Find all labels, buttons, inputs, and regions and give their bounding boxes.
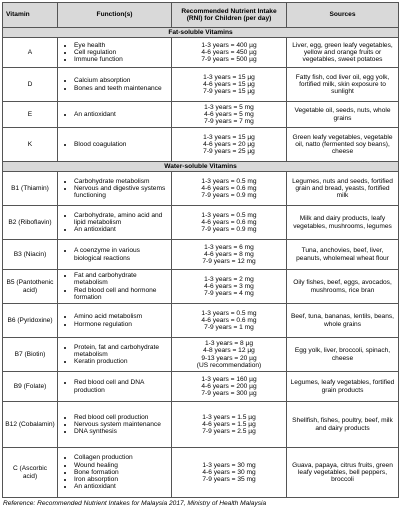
rni-cell xyxy=(172,206,287,240)
function-item: • Carbohydrate, amino acid and lipid metabolism xyxy=(74,212,169,227)
table-row xyxy=(3,338,399,372)
vitamin-name: D xyxy=(3,68,58,102)
function-item: • An antioxidant xyxy=(74,111,169,118)
vitamin-table xyxy=(2,2,399,498)
function-item: • Fat and carbohydrate metabolism xyxy=(74,272,169,287)
rni-line: 1-3 years = 400 µg xyxy=(201,41,257,49)
rni-line: 1-3 years = 1.5 µg xyxy=(202,413,256,421)
rni-line: 1-3 years = 15 µg xyxy=(203,133,255,141)
functions-list xyxy=(60,141,169,148)
vitamin-name: B3 (Niacin) xyxy=(3,240,58,270)
table-row xyxy=(3,128,399,162)
functions-list xyxy=(60,414,169,436)
functions-cell xyxy=(58,172,172,206)
functions-list xyxy=(60,111,169,118)
rni-line: 4-6 years = 20 µg xyxy=(203,140,255,148)
vitamin-name: C (Ascorbic acid) xyxy=(3,448,58,498)
sources-cell: Liver, egg, green leafy vegetables, yellow and orange fruits or vegetables, sweet potatoes xyxy=(287,38,399,68)
rni-line: 1-3 years = 0.5 mg xyxy=(201,177,257,185)
rni-line: 4-6 years = 3 mg xyxy=(204,282,254,290)
vitamin-name: B5 (Pantothenic acid) xyxy=(3,270,58,304)
functions-list xyxy=(60,454,169,490)
functions-list xyxy=(60,272,169,301)
section-title: Water-soluble Vitamins xyxy=(3,162,399,172)
function-item: • A coenzyme in various biological reactions xyxy=(74,247,169,262)
vitamin-name: B12 (Cobalamin) xyxy=(3,402,58,448)
rni-line: 7-9 years = 1 mg xyxy=(204,324,254,332)
rni-line: 4-6 years = 1.5 µg xyxy=(202,420,256,428)
functions-cell xyxy=(58,38,172,68)
rni-line: 7-9 years = 7 mg xyxy=(204,118,254,126)
vitamin-name: K xyxy=(3,128,58,162)
functions-list xyxy=(60,344,169,366)
sources-cell: Vegetable oil, seeds, nuts, whole grains xyxy=(287,102,399,128)
functions-cell xyxy=(58,240,172,270)
functions-cell xyxy=(58,102,172,128)
rni-line: 7-9 years = 2.5 µg xyxy=(202,428,256,436)
function-item: • Cell regulation xyxy=(74,49,169,56)
function-item: • Immune function xyxy=(74,56,169,63)
rni-line: 4-6 years = 15 µg xyxy=(203,80,255,88)
rni-line: 7-9 years = 15 µg xyxy=(203,88,255,96)
rni-cell xyxy=(172,128,287,162)
rni-line: 4-6 years = 0.6 mg xyxy=(201,184,257,192)
functions-cell xyxy=(58,338,172,372)
sources-cell: Legumes, nuts and seeds, fortified grain and bread, yeasts, fortified milk xyxy=(287,172,399,206)
rni-line: 7-9 years = 0.9 mg xyxy=(201,192,257,200)
function-item: • DNA synthesis xyxy=(74,428,169,435)
rni-cell xyxy=(172,172,287,206)
function-item: • Red blood cell production xyxy=(74,414,169,421)
rni-cell xyxy=(172,102,287,128)
table-body xyxy=(3,28,399,498)
header-rni: Recommended Nutrient Intake (RNI) for Children (per day) xyxy=(172,3,287,28)
table-row xyxy=(3,304,399,338)
function-item: • Red blood cell and hormone formation xyxy=(74,287,169,302)
function-item: • Blood coagulation xyxy=(74,141,169,148)
rni-cell xyxy=(172,448,287,498)
rni-line: 1-3 years = 0.5 mg xyxy=(201,211,257,219)
table-row xyxy=(3,240,399,270)
rni-line: 7-9 years = 300 µg xyxy=(201,390,257,398)
functions-cell xyxy=(58,372,172,402)
rni-line: 7-9 years = 12 mg xyxy=(202,258,256,266)
function-item: • Iron absorption xyxy=(74,476,169,483)
table-row xyxy=(3,206,399,240)
rni-line: 7-9 years = 35 mg xyxy=(202,476,256,484)
function-item: • Collagen production xyxy=(74,454,169,461)
functions-list xyxy=(60,77,169,92)
functions-cell xyxy=(58,270,172,304)
rni-cell xyxy=(172,402,287,448)
rni-line: 7-9 years = 4 mg xyxy=(204,290,254,298)
table-row xyxy=(3,68,399,102)
function-item: • An antioxidant xyxy=(74,483,169,490)
rni-line: 1-3 years = 160 µg xyxy=(201,375,257,383)
table-row xyxy=(3,102,399,128)
rni-line: 9-13 years = 20 µg xyxy=(201,354,257,362)
sources-cell: Fatty fish, cod liver oil, egg yolk, fortified milk, skin exposure to sunlight xyxy=(287,68,399,102)
rni-cell xyxy=(172,38,287,68)
rni-cell xyxy=(172,372,287,402)
vitamin-name: B9 (Folate) xyxy=(3,372,58,402)
rni-line: 7-9 years = 0.9 mg xyxy=(201,226,257,234)
rni-line: 4-6 years = 0.6 mg xyxy=(201,316,257,324)
rni-line: 4-8 years = 12 µg xyxy=(203,347,255,355)
function-item: • Red blood cell and DNA production xyxy=(74,379,169,394)
table-row xyxy=(3,172,399,206)
functions-list xyxy=(60,379,169,394)
function-item: • Bone formation xyxy=(74,469,169,476)
vitamin-name: B1 (Thiamin) xyxy=(3,172,58,206)
function-item: • Nervous and digestive systems functioning xyxy=(74,185,169,200)
sources-cell: Oily fishes, beef, eggs, avocados, mushrooms, rice bran xyxy=(287,270,399,304)
table-row xyxy=(3,270,399,304)
table-row xyxy=(3,402,399,448)
sources-cell: Guava, papaya, citrus fruits, green leafy vegetables, bell peppers, broccoli xyxy=(287,448,399,498)
rni-line: 4-6 years = 8 mg xyxy=(204,250,254,258)
function-item: • Calcium absorption xyxy=(74,77,169,84)
function-item: • An antioxidant xyxy=(74,226,169,233)
rni-line: 1-3 years = 0.5 mg xyxy=(201,309,257,317)
table-header-row xyxy=(3,3,399,28)
rni-line: 1-3 years = 15 µg xyxy=(203,73,255,81)
function-item: • Wound healing xyxy=(74,462,169,469)
rni-line: 1-3 years = 6 mg xyxy=(204,243,254,251)
functions-cell xyxy=(58,448,172,498)
rni-line: (US recommendation) xyxy=(196,361,262,369)
section-title: Fat-soluble Vitamins xyxy=(3,28,399,38)
function-item: • Amino acid metabolism xyxy=(74,313,169,320)
sources-cell: Tuna, anchovies, beef, liver, peanuts, wholemeal wheat flour xyxy=(287,240,399,270)
functions-cell xyxy=(58,304,172,338)
rni-cell xyxy=(172,240,287,270)
function-item: • Protein, fat and carbohydrate metabolism xyxy=(74,344,169,359)
functions-list xyxy=(60,313,169,328)
rni-line: 4-6 years = 30 mg xyxy=(202,468,256,476)
functions-cell xyxy=(58,68,172,102)
header-vitamin: Vitamin xyxy=(3,3,58,28)
rni-line: 4-6 years = 5 mg xyxy=(204,110,254,118)
sources-cell: Green leafy vegetables, vegetable oil, natto (fermented soy beans), cheese xyxy=(287,128,399,162)
function-item: • Keratin production xyxy=(74,358,169,365)
table-row xyxy=(3,372,399,402)
function-item: • Nervous system maintenance xyxy=(74,421,169,428)
vitamin-name: B2 (Riboflavin) xyxy=(3,206,58,240)
sources-cell: Legumes, leafy vegetables, fortified grain products xyxy=(287,372,399,402)
functions-list xyxy=(60,212,169,234)
rni-cell xyxy=(172,304,287,338)
rni-line: 4-6 years = 450 µg xyxy=(201,48,257,56)
functions-list xyxy=(60,247,169,262)
vitamin-name: B6 (Pyridoxine) xyxy=(3,304,58,338)
rni-cell xyxy=(172,338,287,372)
header-functions: Function(s) xyxy=(58,3,172,28)
function-item: • Eye health xyxy=(74,42,169,49)
functions-cell xyxy=(58,206,172,240)
function-item: • Carbohydrate metabolism xyxy=(74,178,169,185)
rni-line: 1-3 years = 30 mg xyxy=(202,461,256,469)
sources-cell: Shellfish, fishes, poultry, beef, milk and dairy products xyxy=(287,402,399,448)
functions-list xyxy=(60,42,169,64)
vitamin-name: A xyxy=(3,38,58,68)
sources-cell: Milk and dairy products, leafy vegetables, mushrooms, legumes xyxy=(287,206,399,240)
rni-cell xyxy=(172,68,287,102)
rni-line: 4-6 years = 200 µg xyxy=(201,382,257,390)
functions-cell xyxy=(58,402,172,448)
header-sources: Sources xyxy=(287,3,399,28)
table-row xyxy=(3,448,399,498)
vitamin-name: E xyxy=(3,102,58,128)
functions-cell xyxy=(58,128,172,162)
table-row xyxy=(3,38,399,68)
section-header-row xyxy=(3,162,399,172)
function-item: • Bones and teeth maintenance xyxy=(74,85,169,92)
rni-line: 1-3 years = 2 mg xyxy=(204,275,254,283)
reference-note: Reference: Recommended Nutrient Intakes for Malaysia 2017, Ministry of Health Malaysia xyxy=(3,500,267,507)
section-header-row xyxy=(3,28,399,38)
vitamin-name: B7 (Biotin) xyxy=(3,338,58,372)
rni-cell xyxy=(172,270,287,304)
rni-line: 7-9 years = 500 µg xyxy=(201,56,257,64)
rni-line: 4-6 years = 0.6 mg xyxy=(201,218,257,226)
sources-cell: Egg yolk, liver, broccoli, spinach, cheese xyxy=(287,338,399,372)
functions-list xyxy=(60,178,169,200)
rni-line: 1-3 years = 8 µg xyxy=(205,339,253,347)
function-item: • Hormone regulation xyxy=(74,321,169,328)
rni-line: 1-3 years = 5 mg xyxy=(204,103,254,111)
rni-line: 7-9 years = 25 µg xyxy=(203,148,255,156)
sources-cell: Beef, tuna, bananas, lentils, beans, whole grains xyxy=(287,304,399,338)
